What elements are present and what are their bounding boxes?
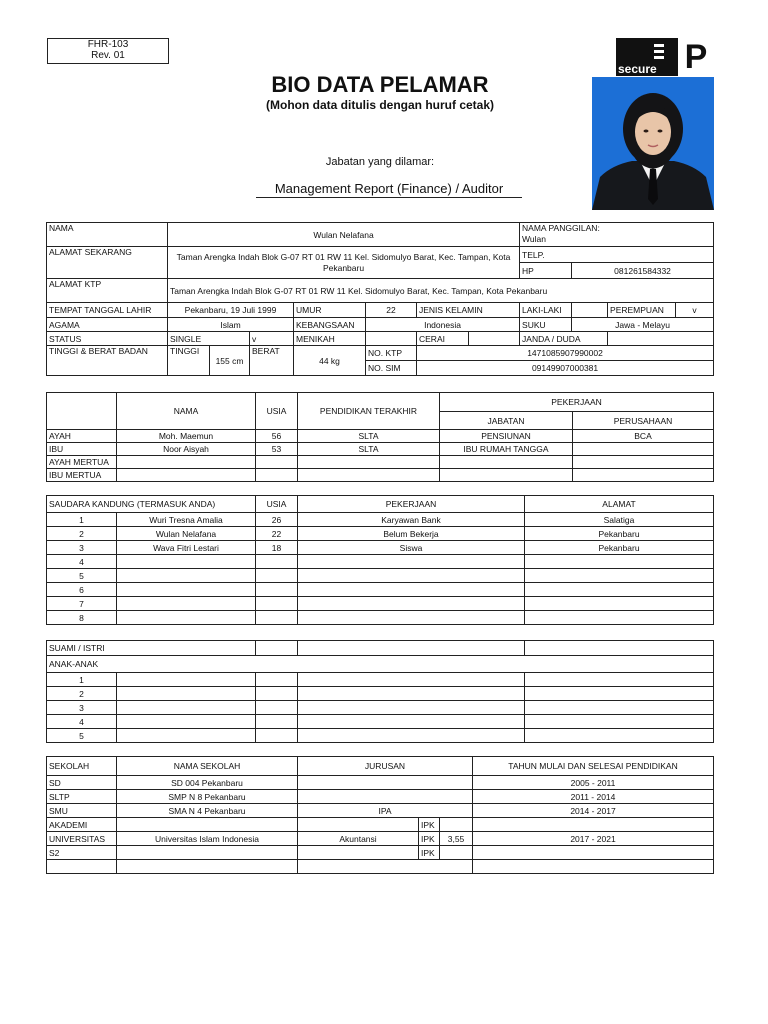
sibling-usia[interactable] bbox=[256, 569, 298, 583]
sibling-usia[interactable]: 22 bbox=[256, 527, 298, 541]
edu-jurusan[interactable]: IPA bbox=[298, 804, 473, 818]
single-label: SINGLE bbox=[168, 332, 250, 346]
family-nama[interactable]: Noor Aisyah bbox=[117, 443, 256, 456]
sibling-usia[interactable] bbox=[256, 555, 298, 569]
sibling-no: 2 bbox=[47, 527, 117, 541]
position-value[interactable]: Management Report (Finance) / Auditor bbox=[256, 181, 522, 198]
kebangsaan-label: KEBANGSAAN bbox=[294, 318, 366, 332]
telp-label[interactable]: TELP. bbox=[520, 247, 714, 263]
sibling-pekerjaan[interactable]: Belum Bekerja bbox=[298, 527, 525, 541]
child-usia[interactable] bbox=[256, 687, 298, 701]
revision: Rev. 01 bbox=[91, 50, 125, 61]
suami-label: SUAMI / ISTRI bbox=[47, 641, 256, 656]
sibling-alamat[interactable] bbox=[525, 555, 714, 569]
single-check[interactable]: v bbox=[250, 332, 294, 346]
family-jabatan[interactable] bbox=[440, 469, 573, 482]
sibling-alamat[interactable] bbox=[525, 611, 714, 625]
umur-label: UMUR bbox=[294, 303, 366, 318]
family-perusahaan[interactable] bbox=[573, 456, 714, 469]
education-row bbox=[47, 776, 714, 790]
edu-jurusan[interactable]: Akuntansi bbox=[298, 832, 419, 846]
child-nama[interactable] bbox=[117, 687, 256, 701]
family-relation: IBU bbox=[47, 443, 117, 456]
sibling-nama[interactable] bbox=[117, 611, 256, 625]
nama-value[interactable]: Wulan Nelafana bbox=[168, 223, 520, 247]
sibling-nama[interactable]: Wuri Tresna Amalia bbox=[117, 513, 256, 527]
child-alamat[interactable] bbox=[525, 687, 714, 701]
education-table bbox=[46, 756, 714, 874]
edu-nama[interactable] bbox=[117, 846, 298, 860]
family-h-pekerjaan: PEKERJAAN bbox=[440, 393, 714, 412]
child-row bbox=[47, 687, 714, 701]
ktp-label: NO. KTP bbox=[366, 346, 417, 361]
edu-tahun[interactable]: 2014 - 2017 bbox=[473, 804, 714, 818]
child-usia[interactable] bbox=[256, 715, 298, 729]
sibling-usia[interactable] bbox=[256, 597, 298, 611]
education-row bbox=[47, 860, 714, 874]
sibling-pekerjaan[interactable] bbox=[298, 597, 525, 611]
child-pekerjaan[interactable] bbox=[298, 729, 525, 743]
position-label: Jabatan yang dilamar: bbox=[325, 156, 435, 168]
family-usia[interactable]: 53 bbox=[256, 443, 298, 456]
sim-label: NO. SIM bbox=[366, 361, 417, 376]
sibling-alamat[interactable] bbox=[525, 569, 714, 583]
suami-kerja[interactable] bbox=[298, 641, 525, 656]
menikah-label: MENIKAH bbox=[294, 332, 366, 346]
edu-ipk-label: IPK bbox=[419, 818, 440, 832]
child-alamat[interactable] bbox=[525, 701, 714, 715]
edu-level bbox=[47, 860, 117, 874]
sibling-no: 1 bbox=[47, 513, 117, 527]
cerai-check[interactable] bbox=[469, 332, 520, 346]
sim-value[interactable]: 09149907000381 bbox=[417, 361, 714, 376]
menikah-check[interactable] bbox=[366, 332, 417, 346]
family-h-nama: NAMA bbox=[117, 393, 256, 430]
sibling-no: 7 bbox=[47, 597, 117, 611]
janda-label: JANDA / DUDA bbox=[520, 332, 608, 346]
edu-nama[interactable] bbox=[117, 860, 298, 874]
sibling-pekerjaan[interactable]: Siswa bbox=[298, 541, 525, 555]
family-usia[interactable] bbox=[256, 469, 298, 482]
tinggi-value[interactable]: 155 cm bbox=[210, 346, 250, 376]
sibling-nama[interactable]: Wulan Nelafana bbox=[117, 527, 256, 541]
sibling-pekerjaan[interactable] bbox=[298, 583, 525, 597]
hp-label: HP bbox=[520, 263, 572, 279]
family-pendidikan[interactable]: SLTA bbox=[298, 430, 440, 443]
edu-ipk-value[interactable] bbox=[440, 818, 473, 832]
family-pendidikan[interactable] bbox=[298, 456, 440, 469]
family-row bbox=[47, 430, 714, 443]
sibling-alamat[interactable]: Pekanbaru bbox=[525, 527, 714, 541]
edu-tahun[interactable] bbox=[473, 818, 714, 832]
family-row bbox=[47, 456, 714, 469]
sibling-nama[interactable] bbox=[117, 597, 256, 611]
child-usia[interactable] bbox=[256, 701, 298, 715]
alamat-ktp-label: ALAMAT KTP bbox=[47, 279, 168, 303]
family-jabatan[interactable]: PENSIUNAN bbox=[440, 430, 573, 443]
sibling-alamat[interactable] bbox=[525, 597, 714, 611]
siblings-h-usia: USIA bbox=[256, 496, 298, 513]
edu-tahun[interactable]: 2017 - 2021 bbox=[473, 832, 714, 846]
family-perusahaan[interactable] bbox=[573, 443, 714, 456]
cerai-label: CERAI bbox=[417, 332, 469, 346]
ktp-value[interactable]: 1471085907990002 bbox=[417, 346, 714, 361]
family-pendidikan[interactable]: SLTA bbox=[298, 443, 440, 456]
child-usia[interactable] bbox=[256, 673, 298, 687]
jk-label: JENIS KELAMIN bbox=[417, 303, 520, 318]
sibling-usia[interactable]: 18 bbox=[256, 541, 298, 555]
child-alamat[interactable] bbox=[525, 715, 714, 729]
agama-value[interactable]: Islam bbox=[168, 318, 294, 332]
sibling-nama[interactable] bbox=[117, 555, 256, 569]
family-table bbox=[46, 392, 714, 482]
edu-nama[interactable] bbox=[117, 818, 298, 832]
edu-nama[interactable]: Universitas Islam Indonesia bbox=[117, 832, 298, 846]
child-row bbox=[47, 715, 714, 729]
child-nama[interactable] bbox=[117, 729, 256, 743]
sibling-usia[interactable] bbox=[256, 611, 298, 625]
child-no: 2 bbox=[47, 687, 117, 701]
child-alamat[interactable] bbox=[525, 673, 714, 687]
edu-jurusan[interactable] bbox=[298, 776, 473, 790]
family-usia[interactable]: 56 bbox=[256, 430, 298, 443]
edu-ipk-value[interactable] bbox=[440, 846, 473, 860]
edu-jurusan[interactable] bbox=[298, 846, 419, 860]
child-no: 4 bbox=[47, 715, 117, 729]
tb-label: TINGGI & BERAT BADAN bbox=[47, 346, 168, 376]
sibling-row bbox=[47, 569, 714, 583]
edu-level: AKADEMI bbox=[47, 818, 117, 832]
education-row bbox=[47, 818, 714, 832]
sibling-no: 3 bbox=[47, 541, 117, 555]
edu-h-sekolah: SEKOLAH bbox=[47, 757, 117, 776]
child-usia[interactable] bbox=[256, 729, 298, 743]
janda-check[interactable] bbox=[608, 332, 714, 346]
edu-nama[interactable]: SMP N 8 Pekanbaru bbox=[117, 790, 298, 804]
edu-level: SD bbox=[47, 776, 117, 790]
edu-h-nama: NAMA SEKOLAH bbox=[117, 757, 298, 776]
child-row bbox=[47, 729, 714, 743]
tinggi-label: TINGGI bbox=[168, 346, 210, 376]
edu-tahun[interactable]: 2011 - 2014 bbox=[473, 790, 714, 804]
sibling-no: 8 bbox=[47, 611, 117, 625]
sibling-pekerjaan[interactable] bbox=[298, 569, 525, 583]
family-row bbox=[47, 443, 714, 456]
family-h-jabatan: JABATAN bbox=[440, 412, 573, 430]
family-perusahaan[interactable] bbox=[573, 469, 714, 482]
alamat-ktp-value[interactable]: Taman Arengka Indah Blok G-07 RT 01 RW 11 Kel. Sidomulyo Barat, Kec. Tampan, Kota Pekanbaru bbox=[168, 279, 714, 303]
sibling-alamat[interactable]: Pekanbaru bbox=[525, 541, 714, 555]
edu-tahun[interactable] bbox=[473, 860, 714, 874]
berat-value[interactable]: 44 kg bbox=[294, 346, 366, 376]
family-h-perusahaan: PERUSAHAAN bbox=[573, 412, 714, 430]
spouse-children-table bbox=[46, 640, 714, 743]
hp-value[interactable]: 081261584332 bbox=[572, 263, 714, 279]
logo-bars-icon bbox=[654, 44, 664, 62]
family-nama[interactable] bbox=[117, 469, 256, 482]
child-pekerjaan[interactable] bbox=[298, 715, 525, 729]
applicant-photo bbox=[592, 77, 714, 210]
edu-jurusan[interactable] bbox=[298, 860, 473, 874]
suami-usia[interactable] bbox=[256, 641, 298, 656]
logo-text: secure bbox=[618, 62, 657, 76]
perempuan-check[interactable]: v bbox=[676, 303, 714, 318]
education-row bbox=[47, 804, 714, 818]
education-row bbox=[47, 846, 714, 860]
sibling-no: 6 bbox=[47, 583, 117, 597]
company-logo bbox=[616, 38, 714, 76]
sibling-row bbox=[47, 513, 714, 527]
edu-jurusan[interactable] bbox=[298, 790, 473, 804]
page-title: BIO DATA PELAMAR bbox=[271, 72, 489, 97]
child-pekerjaan[interactable] bbox=[298, 673, 525, 687]
family-jabatan[interactable] bbox=[440, 456, 573, 469]
suku-value[interactable]: Jawa - Melayu bbox=[572, 318, 714, 332]
status-label: STATUS bbox=[47, 332, 168, 346]
child-no: 5 bbox=[47, 729, 117, 743]
siblings-h-alamat: ALAMAT bbox=[525, 496, 714, 513]
child-no: 3 bbox=[47, 701, 117, 715]
sibling-pekerjaan[interactable]: Karyawan Bank bbox=[298, 513, 525, 527]
child-row bbox=[47, 701, 714, 715]
edu-ipk-label: IPK bbox=[419, 846, 440, 860]
sibling-nama[interactable] bbox=[117, 569, 256, 583]
edu-level: SLTP bbox=[47, 790, 117, 804]
suami-alamat[interactable] bbox=[525, 641, 714, 656]
edu-ipk-value[interactable]: 3,55 bbox=[440, 832, 473, 846]
edu-h-jurusan: JURUSAN bbox=[298, 757, 473, 776]
edu-tahun[interactable] bbox=[473, 846, 714, 860]
alamat-sekarang-label: ALAMAT SEKARANG bbox=[47, 247, 168, 279]
form-code-box bbox=[47, 38, 169, 64]
education-row bbox=[47, 790, 714, 804]
anak-label: ANAK-ANAK bbox=[47, 656, 714, 673]
sibling-nama[interactable] bbox=[117, 583, 256, 597]
child-pekerjaan[interactable] bbox=[298, 687, 525, 701]
edu-nama[interactable]: SMA N 4 Pekanbaru bbox=[117, 804, 298, 818]
family-relation: AYAH MERTUA bbox=[47, 456, 117, 469]
education-row bbox=[47, 832, 714, 846]
sibling-row bbox=[47, 583, 714, 597]
panggilan-label: NAMA PANGGILAN: bbox=[522, 223, 600, 233]
family-relation: IBU MERTUA bbox=[47, 469, 117, 482]
family-h-pendidikan: PENDIDIKAN TERAKHIR bbox=[298, 393, 440, 430]
edu-tahun[interactable]: 2005 - 2011 bbox=[473, 776, 714, 790]
child-nama[interactable] bbox=[117, 701, 256, 715]
edu-h-tahun: TAHUN MULAI DAN SELESAI PENDIDIKAN bbox=[473, 757, 714, 776]
edu-nama[interactable]: SD 004 Pekanbaru bbox=[117, 776, 298, 790]
sibling-row bbox=[47, 527, 714, 541]
sibling-row bbox=[47, 597, 714, 611]
panggilan-cell[interactable] bbox=[520, 223, 714, 247]
sibling-row bbox=[47, 555, 714, 569]
child-nama[interactable] bbox=[117, 673, 256, 687]
alamat-sekarang-value[interactable]: Taman Arengka Indah Blok G-07 RT 01 RW 11 Kel. Sidomulyo Barat, Kec. Tampan, Kota Pekanbaru bbox=[168, 247, 520, 279]
family-row bbox=[47, 469, 714, 482]
family-relation: AYAH bbox=[47, 430, 117, 443]
edu-ipk-label: IPK bbox=[419, 832, 440, 846]
logo-letter: P bbox=[678, 38, 714, 76]
family-nama[interactable]: Moh. Maemun bbox=[117, 430, 256, 443]
family-pendidikan[interactable] bbox=[298, 469, 440, 482]
siblings-h-saudara: SAUDARA KANDUNG (TERMASUK ANDA) bbox=[47, 496, 256, 513]
family-jabatan[interactable]: IBU RUMAH TANGGA bbox=[440, 443, 573, 456]
agama-label: AGAMA bbox=[47, 318, 168, 332]
panggilan-value: Wulan bbox=[522, 234, 546, 244]
sibling-usia[interactable]: 26 bbox=[256, 513, 298, 527]
nama-label: NAMA bbox=[47, 223, 168, 247]
ttl-value[interactable]: Pekanbaru, 19 Juli 1999 bbox=[168, 303, 294, 318]
sibling-nama[interactable]: Wava Fitri Lestari bbox=[117, 541, 256, 555]
sibling-row bbox=[47, 541, 714, 555]
child-pekerjaan[interactable] bbox=[298, 701, 525, 715]
kebangsaan-value[interactable]: Indonesia bbox=[366, 318, 520, 332]
sibling-usia[interactable] bbox=[256, 583, 298, 597]
applicant-photo-illustration bbox=[592, 77, 714, 210]
sibling-row bbox=[47, 611, 714, 625]
child-no: 1 bbox=[47, 673, 117, 687]
ttl-label: TEMPAT TANGGAL LAHIR bbox=[47, 303, 168, 318]
family-nama[interactable] bbox=[117, 456, 256, 469]
child-row bbox=[47, 673, 714, 687]
form-code: FHR-103 bbox=[87, 39, 129, 50]
child-nama[interactable] bbox=[117, 715, 256, 729]
family-perusahaan[interactable]: BCA bbox=[573, 430, 714, 443]
suku-label: SUKU bbox=[520, 318, 572, 332]
laki-check[interactable] bbox=[572, 303, 608, 318]
edu-level: UNIVERSITAS bbox=[47, 832, 117, 846]
edu-jurusan[interactable] bbox=[298, 818, 419, 832]
page-subtitle: (Mohon data ditulis dengan huruf cetak) bbox=[266, 98, 494, 112]
sibling-no: 4 bbox=[47, 555, 117, 569]
siblings-h-pekerjaan: PEKERJAAN bbox=[298, 496, 525, 513]
siblings-table bbox=[46, 495, 714, 625]
sibling-alamat[interactable] bbox=[525, 583, 714, 597]
personal-data-table bbox=[46, 222, 714, 376]
sibling-pekerjaan[interactable] bbox=[298, 555, 525, 569]
child-alamat[interactable] bbox=[525, 729, 714, 743]
family-h-usia: USIA bbox=[256, 393, 298, 430]
umur-value[interactable]: 22 bbox=[366, 303, 417, 318]
sibling-pekerjaan[interactable] bbox=[298, 611, 525, 625]
sibling-no: 5 bbox=[47, 569, 117, 583]
edu-level: S2 bbox=[47, 846, 117, 860]
berat-label: BERAT bbox=[250, 346, 294, 376]
sibling-alamat[interactable]: Salatiga bbox=[525, 513, 714, 527]
edu-level: SMU bbox=[47, 804, 117, 818]
perempuan-label: PEREMPUAN bbox=[608, 303, 676, 318]
laki-label: LAKI-LAKI bbox=[520, 303, 572, 318]
family-usia[interactable] bbox=[256, 456, 298, 469]
